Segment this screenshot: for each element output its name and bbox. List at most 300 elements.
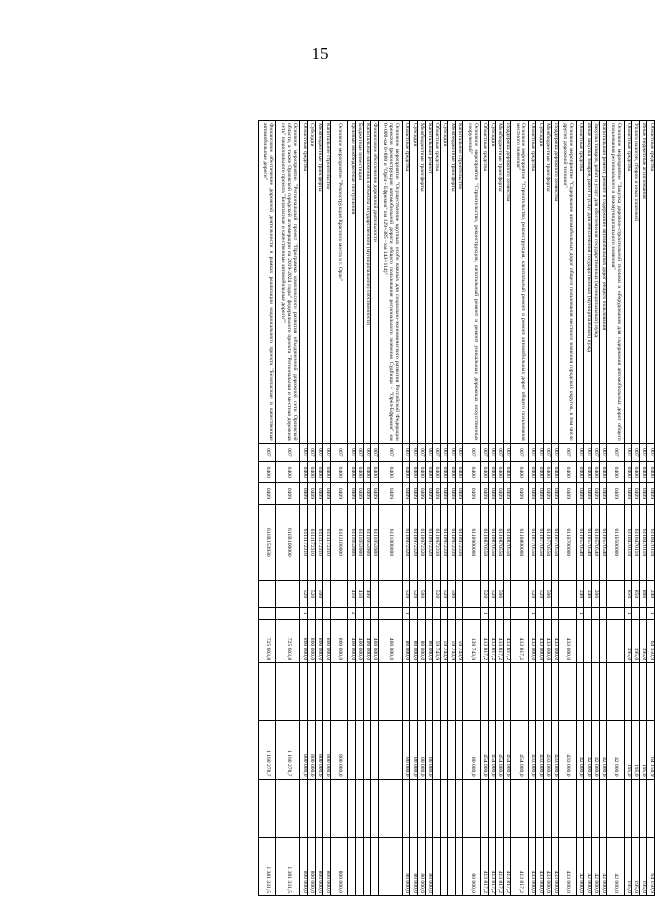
amount-cell-4: [632, 779, 640, 837]
amount-cell-2: [440, 663, 448, 721]
source-cell: [417, 607, 425, 619]
table-row: [544, 121, 552, 896]
amount-cell-5: 195,0: [639, 837, 647, 895]
section-cell: 0400: [481, 462, 489, 483]
amount-cell-5: 80 000,0: [410, 837, 418, 895]
source-cell: [308, 607, 316, 619]
expense-type-cell: 520: [300, 581, 308, 607]
section-cell: 0400: [488, 462, 496, 483]
amount-cell-4: [551, 779, 559, 837]
amount-cell-1: 433 000,0: [551, 619, 559, 663]
row-name-cell: Субсидии: [410, 121, 418, 444]
section-cell: 0400: [544, 462, 552, 483]
amount-cell-3: [363, 721, 371, 779]
amount-cell-3: 454 000,0: [496, 721, 504, 779]
amount-cell-2: [378, 663, 402, 721]
amount-cell-4: [440, 779, 448, 837]
source-cell: [511, 607, 529, 619]
target-article-cell: 6110870550: [503, 504, 511, 581]
amount-cell-2: [528, 663, 536, 721]
amount-cell-2: [315, 663, 323, 721]
grbs-cell: 007: [455, 443, 463, 462]
amount-cell-4: [624, 779, 632, 837]
subsection-cell: 0409: [511, 483, 529, 504]
amount-cell-2: [463, 663, 481, 721]
row-name-cell: Целевые межбюджетные поступления: [348, 121, 356, 444]
amount-cell-4: [639, 779, 647, 837]
row-name-cell: Межбюджетные трансферты: [448, 121, 456, 444]
table-row: [371, 121, 379, 896]
subsection-cell: 0409: [371, 483, 379, 504]
amount-cell-5: 433 000,0: [536, 837, 544, 895]
target-article-cell: 6111100000: [330, 504, 348, 581]
amount-cell-3: 433 000,0: [528, 721, 536, 779]
amount-cell-2: [433, 663, 441, 721]
amount-cell-3: 1 160 278,7: [259, 721, 277, 779]
row-name-cell: Основное мероприятие "Реконструкция Красного моста в г. Орле": [330, 121, 348, 444]
target-article-cell: 6110800000: [511, 504, 529, 581]
amount-cell-4: [330, 779, 348, 837]
amount-cell-3: 433 000,0: [544, 721, 552, 779]
table-row: [378, 121, 402, 896]
section-cell: 0400: [528, 462, 536, 483]
amount-cell-3: 195,0: [639, 721, 647, 779]
amount-cell-5: 42 000,0: [576, 837, 584, 895]
grbs-cell: 007: [330, 443, 348, 462]
amount-cell-1: 433 000,0: [544, 619, 552, 663]
amount-cell-1: 59 743,9: [433, 619, 441, 663]
amount-cell-2: [503, 663, 511, 721]
subsection-cell: 0409: [410, 483, 418, 504]
amount-cell-4: [503, 779, 511, 837]
expense-type-cell: [559, 581, 577, 607]
grbs-cell: 007: [425, 443, 433, 462]
grbs-cell: 007: [463, 443, 481, 462]
budget-table: [258, 120, 655, 896]
amount-cell-4: [433, 779, 441, 837]
grbs-cell: 007: [276, 443, 300, 462]
subsection-cell: 0409: [402, 483, 410, 504]
amount-cell-3: 64 150,9: [647, 721, 655, 779]
amount-cell-1: 80 000,0: [410, 619, 418, 663]
amount-cell-2: [481, 663, 489, 721]
grbs-cell: 007: [402, 443, 410, 462]
expense-type-cell: 410: [355, 581, 363, 607]
subsection-cell: 0409: [276, 483, 300, 504]
amount-cell-3: 454 000,0: [481, 721, 489, 779]
section-cell: 0400: [276, 462, 300, 483]
target-article-cell: 6111053900: [348, 504, 356, 581]
row-name-cell: Областные средства: [576, 121, 584, 444]
source-cell: 1: [300, 607, 308, 619]
row-name-cell: Субсидии: [308, 121, 316, 444]
amount-cell-1: 80 000,0: [417, 619, 425, 663]
amount-cell-2: [544, 663, 552, 721]
amount-cell-3: [440, 721, 448, 779]
source-cell: 1: [402, 607, 410, 619]
amount-cell-2: [536, 663, 544, 721]
expense-type-cell: 410: [348, 581, 356, 607]
amount-cell-3: [378, 721, 402, 779]
page-number: 15: [311, 44, 329, 63]
table-row: [308, 121, 316, 896]
source-cell: [378, 607, 402, 619]
amount-cell-1: 413 817,2: [496, 619, 504, 663]
amount-cell-5: 413 817,2: [488, 837, 496, 895]
amount-cell-2: [355, 663, 363, 721]
amount-cell-5: 433 000,0: [544, 837, 552, 895]
subsection-cell: 0409: [378, 483, 402, 504]
amount-cell-1: 800 000,0: [315, 619, 323, 663]
amount-cell-2: [455, 663, 463, 721]
table-row: [433, 121, 441, 896]
target-article-cell: 6110972320: [417, 504, 425, 581]
subsection-cell: 0409: [536, 483, 544, 504]
table-row: [503, 121, 511, 896]
section-cell: 0400: [323, 462, 331, 483]
rotated-table-wrapper: [35, 120, 655, 900]
amount-cell-2: [632, 663, 640, 721]
target-article-cell: 6110972320: [425, 504, 433, 581]
amount-cell-1: 195,0: [632, 619, 640, 663]
amount-cell-2: [417, 663, 425, 721]
grbs-cell: 007: [544, 443, 552, 462]
source-cell: [363, 607, 371, 619]
table-row: [455, 121, 463, 896]
section-cell: 0400: [511, 462, 529, 483]
expense-type-cell: 520: [528, 581, 536, 607]
grbs-cell: 007: [576, 443, 584, 462]
section-cell: 0400: [330, 462, 348, 483]
amount-cell-3: 433 000,0: [536, 721, 544, 779]
source-cell: [410, 607, 418, 619]
amount-cell-1: 800 000,0: [308, 619, 316, 663]
amount-cell-3: 80 000,0: [410, 721, 418, 779]
amount-cell-5: 195,0: [624, 837, 632, 895]
amount-cell-3: 195,0: [632, 721, 640, 779]
target-article-cell: 6110470110: [632, 504, 640, 581]
section-cell: 0400: [378, 462, 402, 483]
source-cell: [433, 607, 441, 619]
amount-cell-3: 454 000,0: [488, 721, 496, 779]
section-cell: 0400: [300, 462, 308, 483]
grbs-cell: 007: [259, 443, 277, 462]
table-row: [511, 121, 529, 896]
target-article-cell: 6110570540: [584, 504, 592, 581]
grbs-cell: 007: [503, 443, 511, 462]
section-cell: 0400: [584, 462, 592, 483]
table-row: [551, 121, 559, 896]
expense-type-cell: [276, 581, 300, 607]
expense-type-cell: 520: [402, 581, 410, 607]
amount-cell-1: 139 743,9: [463, 619, 481, 663]
grbs-cell: 007: [488, 443, 496, 462]
amount-cell-5: [348, 837, 356, 895]
amount-cell-3: 800 000,0: [315, 721, 323, 779]
subsection-cell: 0409: [323, 483, 331, 504]
amount-cell-2: [323, 663, 331, 721]
target-article-cell: 6111053900: [363, 504, 371, 581]
row-name-cell: Областные средства: [433, 121, 441, 444]
table-row: [417, 121, 425, 896]
amount-cell-4: [576, 779, 584, 837]
amount-cell-2: [511, 663, 529, 721]
amount-cell-2: [308, 663, 316, 721]
amount-cell-5: 413 817,2: [481, 837, 489, 895]
grbs-cell: 007: [481, 443, 489, 462]
table-row: [624, 121, 632, 896]
subsection-cell: 0409: [576, 483, 584, 504]
amount-cell-3: [455, 721, 463, 779]
subsection-cell: 0409: [591, 483, 599, 504]
amount-cell-4: [371, 779, 379, 837]
amount-cell-2: [348, 663, 356, 721]
amount-cell-3: 800 000,0: [323, 721, 331, 779]
row-name-cell: Областные средства: [402, 121, 410, 444]
row-name-cell: Областные средства: [528, 121, 536, 444]
subsection-cell: 0409: [355, 483, 363, 504]
amount-cell-5: 800 000,0: [315, 837, 323, 895]
amount-cell-5: 433 000,0: [551, 837, 559, 895]
row-name-cell: Финансовое обеспечение дорожной деятельности в рамках реализации национального проекта "Безопасные и качественные автомобильные дороги": [259, 121, 277, 444]
amount-cell-2: [425, 663, 433, 721]
section-cell: 0400: [259, 462, 277, 483]
section-cell: 0400: [425, 462, 433, 483]
source-cell: [276, 607, 300, 619]
target-article-cell: 6110470110: [639, 504, 647, 581]
amount-cell-1: 433 000,0: [536, 619, 544, 663]
table-row: [363, 121, 371, 896]
grbs-cell: 007: [348, 443, 356, 462]
grbs-cell: 007: [639, 443, 647, 462]
table-row: [559, 121, 577, 896]
target-article-cell: 6110972310: [440, 504, 448, 581]
row-name-cell: Закупка товаров, работ и услуг для обеспечения государственных (муниципальных) нужд: [591, 121, 599, 444]
amount-cell-2: [300, 663, 308, 721]
amount-cell-5: 800 000,0: [308, 837, 316, 895]
amount-cell-3: [433, 721, 441, 779]
table-row: [259, 121, 277, 896]
amount-cell-1: 433 000,0: [528, 619, 536, 663]
target-article-cell: 6110770550: [528, 504, 536, 581]
amount-cell-5: [378, 837, 402, 895]
amount-cell-5: [440, 837, 448, 895]
subsection-cell: 0409: [463, 483, 481, 504]
table-row: [355, 121, 363, 896]
row-name-cell: Поддержка дорожного хозяйства: [551, 121, 559, 444]
amount-cell-5: 195,0: [632, 837, 640, 895]
amount-cell-4: [591, 779, 599, 837]
amount-cell-3: 80 000,0: [463, 721, 481, 779]
amount-cell-5: 433 000,0: [528, 837, 536, 895]
amount-cell-4: [276, 779, 300, 837]
amount-cell-1: [607, 619, 625, 663]
grbs-cell: 007: [559, 443, 577, 462]
source-cell: 1: [647, 607, 655, 619]
section-cell: 0400: [503, 462, 511, 483]
amount-cell-5: 1 381 331,5: [259, 837, 277, 895]
amount-cell-4: [599, 779, 607, 837]
source-cell: [544, 607, 552, 619]
row-name-cell: Основное мероприятие "Закупка дорожно-строительной техники и оборудования для содержания автомобильных дорог общего пользования регионального и межмуниципального значения": [607, 121, 625, 444]
row-name-cell: Поддержка дорожного хозяйства: [503, 121, 511, 444]
row-name-cell: Капитальное строительство: [323, 121, 331, 444]
source-cell: [315, 607, 323, 619]
amount-cell-1: 433 000,0: [559, 619, 577, 663]
grbs-cell: 007: [323, 443, 331, 462]
expense-type-cell: [378, 581, 402, 607]
target-article-cell: 6110770550: [551, 504, 559, 581]
amount-cell-5: 433 000,0: [559, 837, 577, 895]
subsection-cell: 0409: [632, 483, 640, 504]
section-cell: 0400: [463, 462, 481, 483]
table-row: [496, 121, 504, 896]
expense-type-cell: [463, 581, 481, 607]
amount-cell-1: 59 743,9: [455, 619, 463, 663]
amount-cell-1: 800 000,0: [300, 619, 308, 663]
grbs-cell: 007: [417, 443, 425, 462]
amount-cell-4: [511, 779, 529, 837]
section-cell: 0400: [599, 462, 607, 483]
row-name-cell: Иные бюджетные ассигнования: [639, 121, 647, 444]
amount-cell-1: 800 000,0: [330, 619, 348, 663]
section-cell: 0400: [639, 462, 647, 483]
target-article-cell: 6110770550: [544, 504, 552, 581]
amount-cell-5: 80 000,0: [463, 837, 481, 895]
source-cell: [559, 607, 577, 619]
row-name-cell: Субсидии: [488, 121, 496, 444]
amount-cell-5: 64 150,9: [647, 837, 655, 895]
source-cell: [607, 607, 625, 619]
source-cell: [488, 607, 496, 619]
amount-cell-5: 413 817,2: [511, 837, 529, 895]
target-article-cell: 6111172310: [300, 504, 308, 581]
expense-type-cell: 850: [624, 581, 632, 607]
amount-cell-3: [371, 721, 379, 779]
amount-cell-3: [355, 721, 363, 779]
amount-cell-1: 725 603,8: [276, 619, 300, 663]
table-row: [488, 121, 496, 896]
row-name-cell: Основное мероприятие "Осуществление крупных особо важных для социально-экономического развития Российской Федерации проектов (реконструкция автомобильной дороги общего пользования регионального значения Судбищи - "Орёл-Ефремов" км 0+000-км 0+800 и "Орёл - Ефремов" км 129+385 - км 143+114)": [378, 121, 402, 444]
amount-cell-1: 80 000,0: [425, 619, 433, 663]
grbs-cell: 007: [378, 443, 402, 462]
amount-cell-2: [647, 663, 655, 721]
target-article-cell: 6111000000: [378, 504, 402, 581]
amount-cell-4: [647, 779, 655, 837]
amount-cell-1: 400 000,0: [355, 619, 363, 663]
subsection-cell: 0409: [599, 483, 607, 504]
section-cell: 0400: [591, 462, 599, 483]
target-article-cell: 6110900000: [463, 504, 481, 581]
amount-cell-2: [448, 663, 456, 721]
amount-cell-2: [639, 663, 647, 721]
amount-cell-4: [355, 779, 363, 837]
section-cell: 0400: [402, 462, 410, 483]
subsection-cell: 0409: [363, 483, 371, 504]
subsection-cell: 0409: [624, 483, 632, 504]
target-article-cell: 6110770550: [536, 504, 544, 581]
subsection-cell: 0409: [496, 483, 504, 504]
amount-cell-5: 42 000,0: [591, 837, 599, 895]
expense-type-cell: 520: [536, 581, 544, 607]
amount-cell-3: 433 000,0: [559, 721, 577, 779]
grbs-cell: 007: [410, 443, 418, 462]
source-cell: [496, 607, 504, 619]
amount-cell-5: 800 000,0: [330, 837, 348, 895]
amount-cell-2: [591, 663, 599, 721]
amount-cell-2: [599, 663, 607, 721]
amount-cell-3: 454 000,0: [503, 721, 511, 779]
subsection-cell: 0409: [607, 483, 625, 504]
amount-cell-5: 1 381 331,5: [276, 837, 300, 895]
amount-cell-3: 80 000,0: [417, 721, 425, 779]
amount-cell-1: 64 150,9: [647, 619, 655, 663]
amount-cell-1: 59 743,9: [440, 619, 448, 663]
amount-cell-1: [599, 619, 607, 663]
amount-cell-3: 42 000,0: [599, 721, 607, 779]
grbs-cell: 007: [632, 443, 640, 462]
amount-cell-1: 413 817,2: [503, 619, 511, 663]
amount-cell-1: 195,0: [624, 619, 632, 663]
rotated-content: [35, 120, 655, 900]
grbs-cell: 007: [300, 443, 308, 462]
source-cell: [355, 607, 363, 619]
amount-cell-2: [551, 663, 559, 721]
source-cell: [536, 607, 544, 619]
amount-cell-5: 800 000,0: [300, 837, 308, 895]
amount-cell-4: [559, 779, 577, 837]
amount-cell-3: 454 000,0: [511, 721, 529, 779]
amount-cell-2: [496, 663, 504, 721]
source-cell: [330, 607, 348, 619]
section-cell: 0400: [410, 462, 418, 483]
target-article-cell: 611R153930: [259, 504, 277, 581]
amount-cell-3: 80 000,0: [402, 721, 410, 779]
table-row: [599, 121, 607, 896]
source-cell: [599, 607, 607, 619]
expense-type-cell: [503, 581, 511, 607]
target-article-cell: 6111172310: [323, 504, 331, 581]
section-cell: 0400: [632, 462, 640, 483]
source-cell: [448, 607, 456, 619]
amount-cell-2: [363, 663, 371, 721]
expense-type-cell: 500: [496, 581, 504, 607]
expense-type-cell: 520: [433, 581, 441, 607]
target-article-cell: 6110972310: [455, 504, 463, 581]
expense-type-cell: 240: [584, 581, 592, 607]
subsection-cell: 0409: [488, 483, 496, 504]
amount-cell-4: [607, 779, 625, 837]
amount-cell-3: 42 000,0: [591, 721, 599, 779]
row-name-cell: Основное мероприятие "Строительство, реконструкция, капитальный ремонт и ремонт уникальных дорожных искусственных сооружений": [463, 121, 481, 444]
row-name-cell: Межбюджетные трансферты: [544, 121, 552, 444]
table-row: [348, 121, 356, 896]
grbs-cell: 007: [551, 443, 559, 462]
amount-cell-4: [481, 779, 489, 837]
table-row: [607, 121, 625, 896]
amount-cell-4: [455, 779, 463, 837]
row-name-cell: Основное мероприятие "Содержание автомобильных дорог общего пользования местного значения городских округов, в том числе других дорожной техники": [559, 121, 577, 444]
amount-cell-2: [259, 663, 277, 721]
expense-type-cell: 240: [576, 581, 584, 607]
row-name-cell: Финансовое обеспечение дорожной деятельности: [371, 121, 379, 444]
row-name-cell: Капитальный ремонт: [425, 121, 433, 444]
amount-cell-5: [455, 837, 463, 895]
amount-cell-3: 1 160 278,7: [276, 721, 300, 779]
amount-cell-3: 800 000,0: [308, 721, 316, 779]
source-cell: [463, 607, 481, 619]
amount-cell-1: [576, 619, 584, 663]
